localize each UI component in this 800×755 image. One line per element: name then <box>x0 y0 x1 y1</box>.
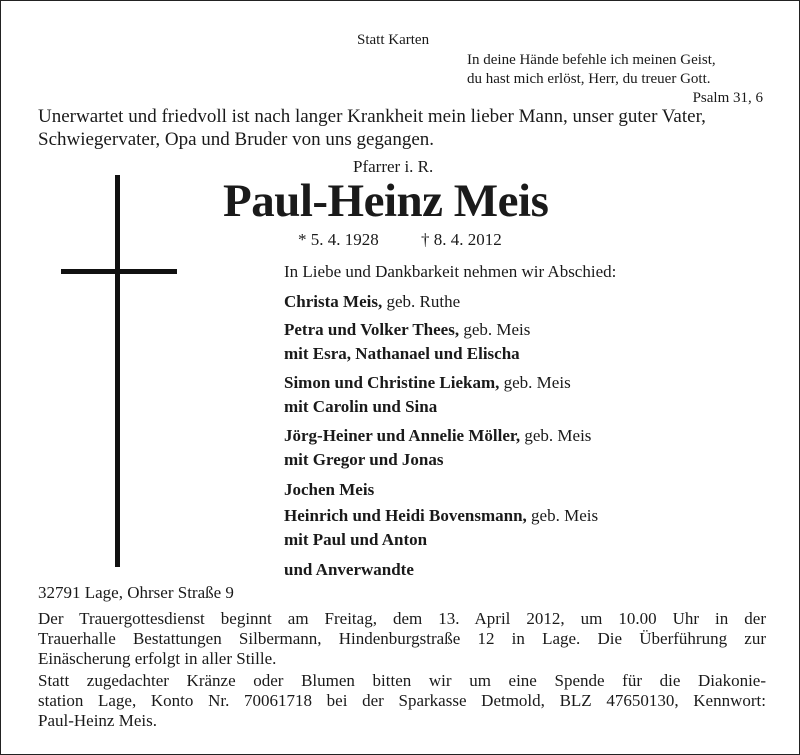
family-line-6: Jörg-Heiner und Annelie Möller, geb. Meis <box>284 426 592 445</box>
death-date: † 8. 4. 2012 <box>421 230 502 249</box>
address-line: 32791 Lage, Ohrser Straße 9 <box>38 583 234 602</box>
family-line-5: mit Carolin und Sina <box>284 397 438 416</box>
family-line-8: Jochen Meis <box>284 480 375 499</box>
deceased-title: Pfarrer i. R. <box>353 157 434 176</box>
family-line-2: Petra und Volker Thees, geb. Meis <box>284 320 531 339</box>
family-line-4: Simon und Christine Liekam, geb. Meis <box>284 373 571 392</box>
intro-line-2: Schwiegervater, Opa und Bruder von uns gegangen. <box>38 129 435 150</box>
donation-info <box>38 671 766 731</box>
family-line-1: Christa Meis, geb. Ruthe <box>284 292 461 311</box>
family-line-11: und Anverwandte <box>284 560 414 579</box>
statt-karten: Statt Karten <box>357 32 430 48</box>
donation-line-3: Paul-Heinz Meis. <box>38 711 157 730</box>
family-line-3: mit Esra, Nathanael und Elischa <box>284 344 520 363</box>
psalm-verse <box>467 51 763 108</box>
intro-text <box>38 105 778 151</box>
family-line-9: Heinrich und Heidi Bovensmann, geb. Meis <box>284 506 599 525</box>
deceased-name: Paul-Heinz Meis <box>223 175 549 227</box>
service-line-2: Trauerhalle Bestattungen Silbermann, Hindenburgstraße 12 in Lage. Die Überführung zur <box>38 629 766 648</box>
service-line-3: Einäscherung erfolgt in aller Stille. <box>38 649 277 668</box>
verse-reference: Psalm 31, 6 <box>692 90 763 106</box>
intro-line-1: Unerwartet und friedvoll ist nach langer Krankheit mein lieber Mann, unser guter Vater, <box>38 106 706 127</box>
farewell-line: In Liebe und Dankbarkeit nehmen wir Abschied: <box>284 262 617 281</box>
donation-line-2: station Lage, Konto Nr. 70061718 bei der Sparkasse Detmold, BLZ 47650130, Kennwort: <box>38 691 766 710</box>
service-info <box>38 609 766 669</box>
verse-line-2: du hast mich erlöst, Herr, du treuer Gott. <box>467 71 711 87</box>
family-line-7: mit Gregor und Jonas <box>284 450 444 469</box>
service-line-1: Der Trauergottesdienst beginnt am Freitag, dem 13. April 2012, um 10.00 Uhr in der <box>38 609 766 628</box>
family-line-10: mit Paul und Anton <box>284 530 428 549</box>
verse-line-1: In deine Hände befehle ich meinen Geist, <box>467 52 716 68</box>
donation-line-1: Statt zugedachter Kränze oder Blumen bitten wir um eine Spende für die Diakonie- <box>38 671 766 690</box>
birth-date: * 5. 4. 1928 <box>298 230 379 249</box>
